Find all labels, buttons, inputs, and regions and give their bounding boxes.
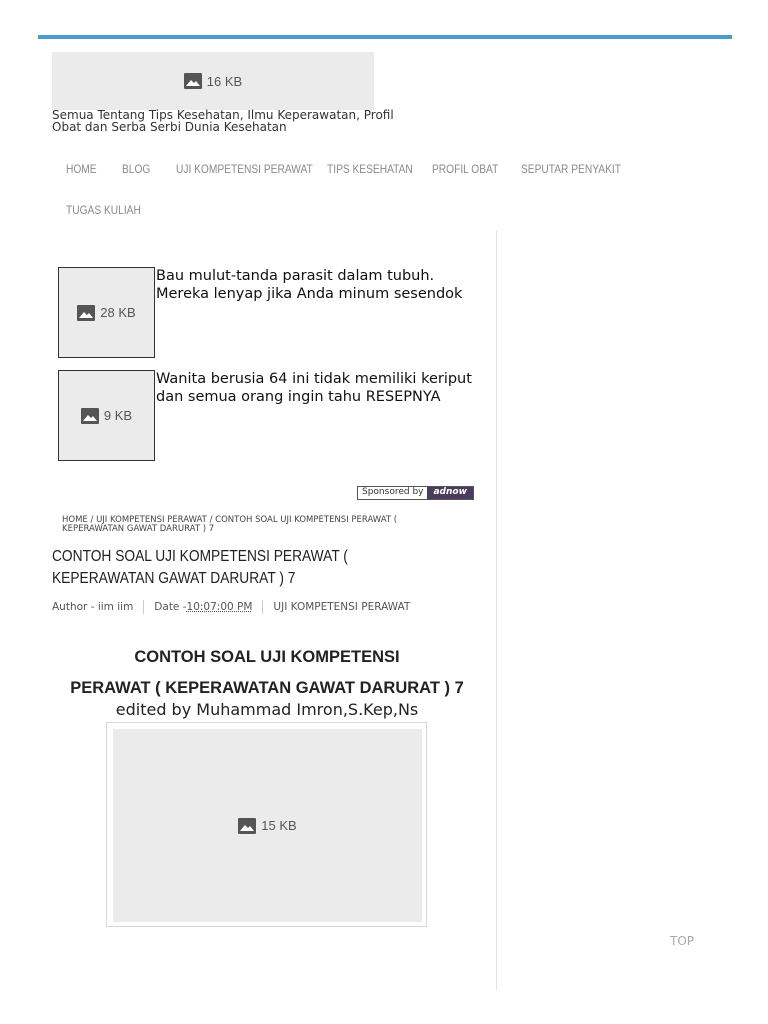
meta-divider	[262, 600, 263, 614]
post-meta	[52, 600, 410, 614]
breadcrumb-home[interactable]: HOME	[62, 515, 88, 525]
image-size-label: 28 KB	[100, 305, 136, 320]
content-subheading: edited by Muhammad Imron,S.Kep,Ns	[115, 700, 419, 719]
image-icon	[77, 305, 95, 321]
ad-thumbnail[interactable]	[58, 370, 155, 461]
nav-item-blog[interactable]: BLOG	[122, 162, 151, 176]
post-label-link[interactable]: UJI KOMPETENSI PERAWAT	[273, 601, 411, 613]
image-icon	[81, 408, 99, 424]
author-label: Author -	[52, 601, 95, 613]
post-time[interactable]: 10:07:00 PM	[186, 601, 253, 613]
image-size-label: 15 KB	[261, 818, 297, 833]
sponsored-label: Sponsored by	[358, 487, 427, 499]
meta-divider	[143, 600, 144, 614]
image-size-label: 16 KB	[206, 73, 243, 89]
nav-item-profil-obat[interactable]: PROFIL OBAT	[432, 162, 499, 176]
nav-item-uji-kompetensi[interactable]: UJI KOMPETENSI PERAWAT	[176, 162, 313, 176]
sidebar-divider	[496, 230, 497, 990]
ad-thumbnail[interactable]	[58, 267, 155, 358]
content-image-frame	[106, 722, 427, 927]
image-size-label: 9 KB	[103, 408, 133, 423]
nav-item-tugas-kuliah[interactable]: TUGAS KULIAH	[66, 203, 141, 217]
nav-item-tips-kesehatan[interactable]: TIPS KESEHATAN	[327, 162, 413, 176]
content-heading-line2: PERAWAT ( KEPERAWATAN GAWAT DARURAT ) 7	[70, 679, 464, 697]
sponsored-by-badge[interactable]	[357, 486, 474, 500]
ad-text[interactable]: Wanita berusia 64 ini tidak memiliki keriput dan semua orang ingin tahu RESEPNYA	[156, 371, 472, 405]
author-link[interactable]: iim iim	[97, 601, 134, 613]
ad-text[interactable]: Bau mulut-tanda parasit dalam tubuh. Mereka lenyap jika Anda minum sesendok	[156, 268, 463, 302]
breadcrumb-separator: /	[87, 515, 97, 525]
content-image[interactable]	[113, 729, 422, 922]
nav-item-seputar-penyakit[interactable]: SEPUTAR PENYAKIT	[521, 162, 621, 176]
breadcrumb-current: CONTOH SOAL UJI KOMPETENSI PERAWAT ( KEPERAWATAN GAWAT DARURAT ) 7	[62, 515, 398, 534]
back-to-top-link[interactable]: TOP	[670, 934, 695, 948]
post-title: CONTOH SOAL UJI KOMPETENSI PERAWAT ( KEPERAWATAN GAWAT DARURAT ) 7	[52, 548, 348, 587]
site-tagline: Semua Tentang Tips Kesehatan, Ilmu Keperawatan, Profil Obat dan Serba Serbi Dunia Kesehatan	[52, 108, 394, 134]
nav-item-home[interactable]: HOME	[66, 162, 97, 176]
image-icon	[184, 73, 202, 89]
image-icon	[238, 818, 256, 834]
header-logo-image[interactable]	[52, 52, 374, 110]
breadcrumb	[62, 516, 442, 534]
adnow-logo: adnow	[427, 487, 472, 499]
breadcrumb-separator: /	[206, 515, 216, 525]
top-accent-bar	[38, 35, 732, 39]
breadcrumb-category[interactable]: UJI KOMPETENSI PERAWAT	[96, 515, 207, 525]
date-label: Date -	[154, 601, 187, 613]
content-heading-line1: CONTOH SOAL UJI KOMPETENSI	[134, 648, 400, 666]
